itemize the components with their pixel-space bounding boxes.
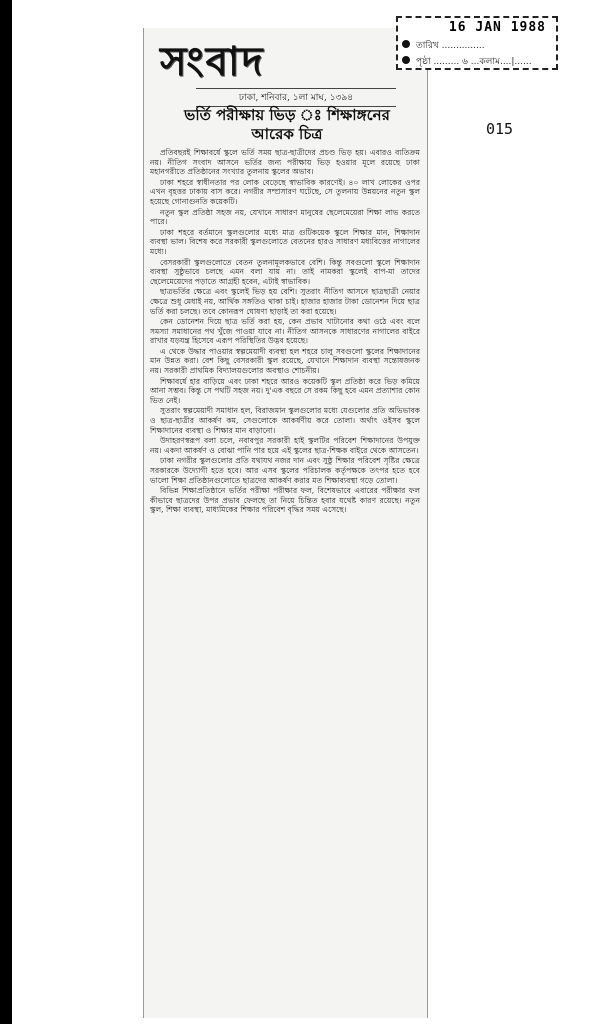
headline-line-1: ভর্তি পরীক্ষায় ভিড় ঃ শিক্ষাঙ্গনের <box>184 106 390 124</box>
newspaper-dateline: ঢাকা, শনিবার, ১লা মাঘ, ১৩৯৪ <box>196 88 396 107</box>
archive-stamp <box>396 16 558 70</box>
page-number: 015 <box>486 120 514 138</box>
article-paragraph: ঢাকা শহরে বর্তমানে স্কুলগুলোর মধ্যে মাত্র গুটিকয়েক স্কুলে শিক্ষার মান, শিক্ষাদান ব্যবস্থা ভাল। বিশেষ করে সরকারী স্কুলগুলোতে বেতনের হারও সাধারণ মধ্যবিত্তের নাগালের মধ্যে। <box>150 227 420 256</box>
article-body <box>150 148 420 1008</box>
article-paragraph: শিক্ষাবর্ষে হার বাড়িয়ে এবং ঢাকা শহরে আরও কয়েকটি স্কুল প্রতিষ্ঠা করে ভিড় কমিয়ে আনা সম্ভব। কিন্তু সে পথটি সহজ নয়। দু'এক বছরে সে রকম কিছু হবে এমন প্রত্যাশার কোন ভিত নেই। <box>150 376 420 405</box>
article-paragraph: প্রতিবছরই শিক্ষাবর্ষে স্কুলে ভর্তি সময় ছাত্র-ছাত্রীদের প্রচণ্ড ভিড় হয়। এবারও ব্যতিক্রম নয়। নীতিগ সংবাদ আসনে ভর্তির জন্য পরীক্ষায় ভিড় হওয়ার মূলে রয়েছে ঢাকা মহানগরীতে প্রতিষ্ঠানের সংখ্যার তুলনায় স্কুলের অভাব। <box>150 148 420 177</box>
article-paragraph: উদাহরণস্বরূপ বলা চলে, নবাবপুর সরকারী হাই স্কুলটির পরিবেশ শিক্ষাদানের উপযুক্ত নয়। একদা আকর্ষণ ও বোঝা পানি পার হয়ে এই স্কুলের ছাত্র-শিক্ষক বাইরে থেকে আসতেন। <box>150 436 420 455</box>
stamp-field-page: পৃষ্ঠা ......... ৬ ...কলাম....|...... <box>416 57 532 67</box>
article-paragraph: বিভিন্ন শিক্ষাপ্রতিষ্ঠানে ভর্তির পরীক্ষা পরীক্ষার ফল, বিশেষভাবে এবারের পরীক্ষার ফল কীভাবে ছাত্রদের উপর প্রভাব ফেলছে তা নিয়ে চিন্তিত হবার যথেষ্ট কারণ রয়েছে। নতুন স্কুল, শিক্ষা ব্যবস্থা, মাধ্যমিকের শিক্ষার পরিবেশ বৃদ্ধির সময় এসেছে। <box>150 486 420 515</box>
article-paragraph: নতুন স্কুল প্রতিষ্ঠা সহজ নয়, যেখানে সাধারণ মানুষের ছেলেমেয়েরা শিক্ষা লাভ করতে পারে। <box>150 207 420 227</box>
stamp-bullet-icon <box>402 56 410 64</box>
headline-line-2: আরেক চিত্র <box>251 125 323 143</box>
article-paragraph: ঢাকা শহরে স্বাধীনতার পর লোক বেড়েছে স্বাভাবিক কারণেই। ৪০ লাখ লোকের ওপর এখন বৃহত্তর ঢাকায় বাস করে। নগরীর সম্প্রসারণ ঘটেছে, সে তুলনায় উন্নয়নের নতুন স্কুল হয়েছে গোনাগুনতি কয়েকটি। <box>150 177 420 206</box>
article-paragraph: বেসরকারী স্কুলগুলোতে বেতন তুলনামূলকভাবে বেশি। কিন্তু সবগুলো স্কুলে শিক্ষাদান ব্যবস্থা সুষ্ঠুভাবে চলছে এমন বলা যায় না। তাই নামকরা স্কুলেই বাপ-মা তাদের ছেলেমেয়েদের পড়াতে আগ্রহী হবেন, এটাই স্বাভাবিক। <box>150 257 420 286</box>
stamp-date: 16 JAN 1988 <box>448 20 546 35</box>
newspaper-masthead: সংবাদ <box>160 39 265 85</box>
stamp-bullet-icon <box>402 40 410 48</box>
stamp-field-date: তারিখ ............... <box>416 41 485 51</box>
article-paragraph: এ থেকে উদ্ধার পাওয়ার স্বল্পমেয়াদী ব্যবস্থা হল শহরে চালু সবগুলো স্কুলের শিক্ষাদানের মান উন্নত করা। বেশ কিছু বেসরকারী স্কুল রয়েছে, যেখানে শিক্ষাদান ব্যবস্থা সন্তোষজনক নয়। সরকারী প্রাথমিক বিদ্যালয়গুলোর অবস্থাও শোচনীয়। <box>150 346 420 376</box>
article-paragraph: সুতরাং স্বল্পমেয়াদী সমাধান হল, বিরাজমান স্কুলগুলোর মধ্যে যেগুলোর প্রতি অভিভাবক ও ছাত্র-ছাত্রীর আকর্ষণ কম, সেগুলোকে আকর্ষণীয় করে তোলা। অর্থাৎ ওইসব স্কুলে শিক্ষাদানের ব্যবস্থা ও শিক্ষার মান বাড়ানো। <box>150 406 420 435</box>
scan-edge <box>0 0 12 1024</box>
article-headline <box>152 106 422 144</box>
article-paragraph: ছাত্রভর্তির ক্ষেত্রে এবং স্কুলেই ভিড় হয় বেশি। সুতরাং নীতিগ আসনে ছাত্রছাত্রী নেয়ার ক্ষেত্রে শুধু মেধাই নয়, আর্থিক সঙ্গতিও থাকা চাই। হাজার হাজার টাকা ডোনেশন দিয়ে ছাত্র ভর্তি করা চলছে। তবে কোনরূপ ঘোষণা ছাড়াই তা করা হয়েছে। <box>150 287 420 316</box>
article-paragraph: ঢাকা নগরীর স্কুলগুলোর প্রতি যথাযথ নজর দান এবং সুষ্ঠু শিক্ষার পরিবেশ সৃষ্টির ক্ষেত্রে সরকারকে উদ্যোগী হতে হবে। আর এসব স্কুলের পরিচালক কর্তৃপক্ষকে তৎপর হতে হবে ভালো শিক্ষা প্রতিষ্ঠানগুলোতে ছাত্রদের আকর্ষণ করার মত শিক্ষাব্যবস্থা গড়ে তোলা। <box>150 456 420 485</box>
article-paragraph: কেন ডোনেশন দিয়ে ছাত্র ভর্তি করা হয়, কেন প্রভাব খাটানোর কথা ওঠে এবং বলে সমস্যা সমাধানের পথ খুঁজে পাওয়া যাবে না। নীতিগ আসনকে সাধারণের নাগালের বাইরে রাখার যড়যন্ত্র হিসেবে এরূপ পরিস্থিতির উদ্ভব হয়েছে। <box>150 317 420 346</box>
